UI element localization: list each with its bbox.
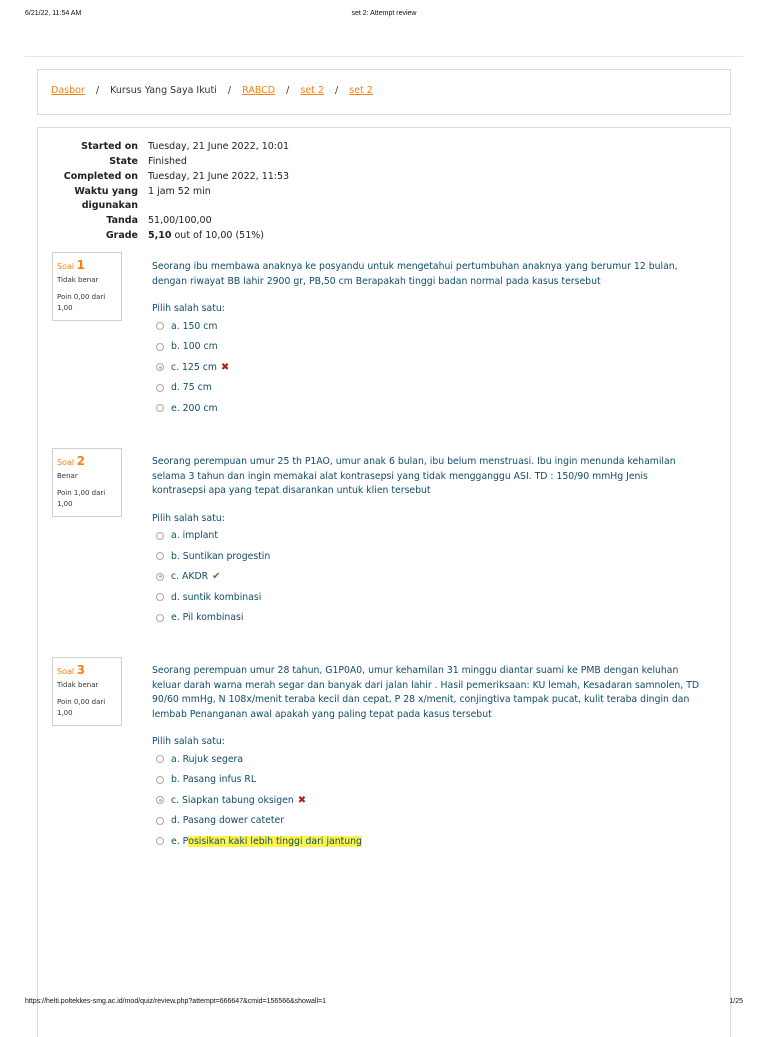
summary-value: Tuesday, 21 June 2022, 11:53 [148,171,290,182]
question-content [152,455,700,628]
summary-label: State [109,156,138,167]
answer-label: c. 125 cm [171,361,217,373]
question-grade: Poin 0,00 dari 1,00 [57,698,106,717]
answer-option[interactable] [152,526,700,547]
answer-prompt: Pilih salah satu: [152,512,225,524]
answer-option[interactable] [152,587,700,608]
answer-label: b. Pasang infus RL [171,774,257,786]
divider [25,56,743,57]
summary-label: Started on [81,141,138,152]
correct-check-icon: ✔ [212,571,221,583]
radio-button[interactable] [156,817,164,825]
question-num: 1 [76,258,86,272]
question-text: Seorang ibu membawa anaknya ke posyandu untuk mengetahui pertumbuhan anaknya yang berumur 12 bulan, dengan riwayat BB lahir 2900 gr, PB,50 cm Berapakah tinggi badan normal pada kasus tersebut [152,261,678,287]
question-number [57,663,117,677]
answer-label: a. Rujuk segera [171,753,244,765]
question-text: Seorang perempuan umur 25 th P1AO, umur anak 6 bulan, ibu belum menstruasi. Ibu ingin menunda kehamilan selama 3 tahun dan ingin memakai alat kontrasepsi yang tidak mengganggu ASI. TD : 150/90 mmHg Jenis kontrasepsi apa yang tepat disarankan untuk klien tersebut [152,456,676,496]
summary-value: Tuesday, 21 June 2022, 10:01 [148,141,290,152]
radio-button[interactable] [156,837,164,845]
question-state: Tidak benar [57,681,99,689]
question-info [52,448,122,517]
answer-option[interactable] [152,378,700,399]
radio-button-selected[interactable] [156,363,164,371]
answer-option[interactable] [152,608,700,629]
answer-option[interactable] [152,811,700,832]
answer-label: a. implant [171,530,218,542]
breadcrumb-container [37,69,731,115]
question-num: 2 [76,454,86,468]
question-num: 3 [76,663,86,677]
print-page-number: 1/25 [729,998,743,1005]
summary-value: 1 jam 52 min [148,186,211,197]
question-grade: Poin 1,00 dari 1,00 [57,489,106,508]
summary-row [60,170,460,184]
radio-button[interactable] [156,532,164,540]
question-grade: Poin 0,00 dari 1,00 [57,293,106,312]
answer-label: d. 75 cm [171,382,212,394]
radio-button-selected[interactable] [156,573,164,581]
question-state: Tidak benar [57,276,99,284]
summary-label: Waktu yang digunakan [74,186,138,211]
answer-label: c. Siapkan tabung oksigen [171,794,294,806]
summary-label: Tanda [106,215,138,226]
answer-label: a. 150 cm [171,320,218,332]
answer-label: d. Pasang dower cateter [171,815,285,827]
grade-score: 5,10 [148,230,172,241]
answer-option[interactable] [152,831,700,852]
radio-button-selected[interactable] [156,796,164,804]
answer-option[interactable] [152,749,700,770]
summary-row [60,155,460,169]
question-info [52,252,122,321]
summary-value [148,229,264,243]
answer-label: e. 200 cm [171,402,218,414]
print-footer [25,998,743,1010]
breadcrumb [51,85,373,96]
breadcrumb-separator: / [95,85,100,96]
answer-list [152,526,700,629]
breadcrumb-courses: Kursus Yang Saya Ikuti [110,85,217,96]
radio-button[interactable] [156,776,164,784]
answer-option[interactable] [152,398,700,419]
breadcrumb-separator: / [286,85,290,96]
summary-value: Finished [148,156,187,167]
breadcrumb-course-link[interactable]: RABCD [242,85,276,96]
answer-option[interactable] [152,770,700,791]
breadcrumb-home-link[interactable]: Dasbor [51,85,85,96]
question-label: Soal [57,262,75,271]
breadcrumb-separator: / [335,85,339,96]
print-header [25,10,743,22]
radio-button[interactable] [156,614,164,622]
answer-option[interactable] [152,790,700,811]
question-number [57,454,117,468]
breadcrumb-quiz-link[interactable]: set 2 [349,85,373,96]
attempt-summary [60,140,460,244]
highlighted-text: osisikan kaki lebih tinggi dari jantung [188,835,362,847]
radio-button[interactable] [156,404,164,412]
radio-button[interactable] [156,322,164,330]
question-info [52,657,122,726]
answer-option[interactable] [152,567,700,588]
answer-label: e. Pil kombinasi [171,612,244,624]
print-date: 6/21/22, 11:54 AM [25,10,82,17]
incorrect-icon: ✖ [297,794,307,806]
summary-row [60,140,460,154]
grade-rest: out of 10,00 (51%) [174,230,264,241]
answer-label: d. suntik kombinasi [171,591,262,603]
summary-value: 51,00/100,00 [148,215,212,226]
answer-label: b. Suntikan progestin [171,550,271,562]
question-content [152,664,700,852]
summary-label: Grade [105,230,138,241]
summary-row [60,229,460,243]
answer-label: e. P [171,835,189,847]
summary-row [60,214,460,228]
answer-option[interactable] [152,316,700,337]
question-number [57,258,117,272]
answer-option[interactable] [152,546,700,567]
radio-button[interactable] [156,384,164,392]
question-text: Seorang perempuan umur 28 tahun, G1P0A0, umur kehamilan 31 minggu diantar suami ke PMB dengan keluhan keluar darah warna merah segar dan banyak dari jalan lahir . Hasil pemeriksaan: KU lemah, Kesadaran samnolen, TD 90/60 mmHg, N 108x/menit teraba kecil dan cepat, P 28 x/menit, conjingtiva tampak pucat, kulit teraba dingin dan lembab Penanganan awal apakah yang paling tepat pada kasus tersebut [152,665,700,720]
summary-row [60,185,460,213]
radio-button[interactable] [156,755,164,763]
incorrect-icon: ✖ [220,361,230,373]
print-title: set 2: Attempt review [351,10,417,17]
breadcrumb-section-link[interactable]: set 2 [300,85,324,96]
summary-label: Completed on [63,171,138,182]
radio-button[interactable] [156,552,164,560]
question-state: Benar [57,472,78,480]
answer-list [152,316,700,419]
breadcrumb-separator: / [227,85,232,96]
answer-prompt: Pilih salah satu: [152,736,225,747]
answer-option[interactable] [152,357,700,378]
question-content [152,260,700,419]
print-url: https://helti.poltekkes-smg.ac.id/mod/quiz/review.php?attempt=666647&cmid=156566&showall=1 [25,998,326,1005]
radio-button[interactable] [156,343,164,351]
radio-button[interactable] [156,593,164,601]
question-label: Soal [57,667,75,676]
answer-label: c. AKDR [171,571,209,583]
answer-option[interactable] [152,337,700,358]
question-label: Soal [57,458,75,467]
answer-list [152,749,700,852]
answer-label: b. 100 cm [171,341,218,353]
answer-prompt: Pilih salah satu: [152,303,225,314]
